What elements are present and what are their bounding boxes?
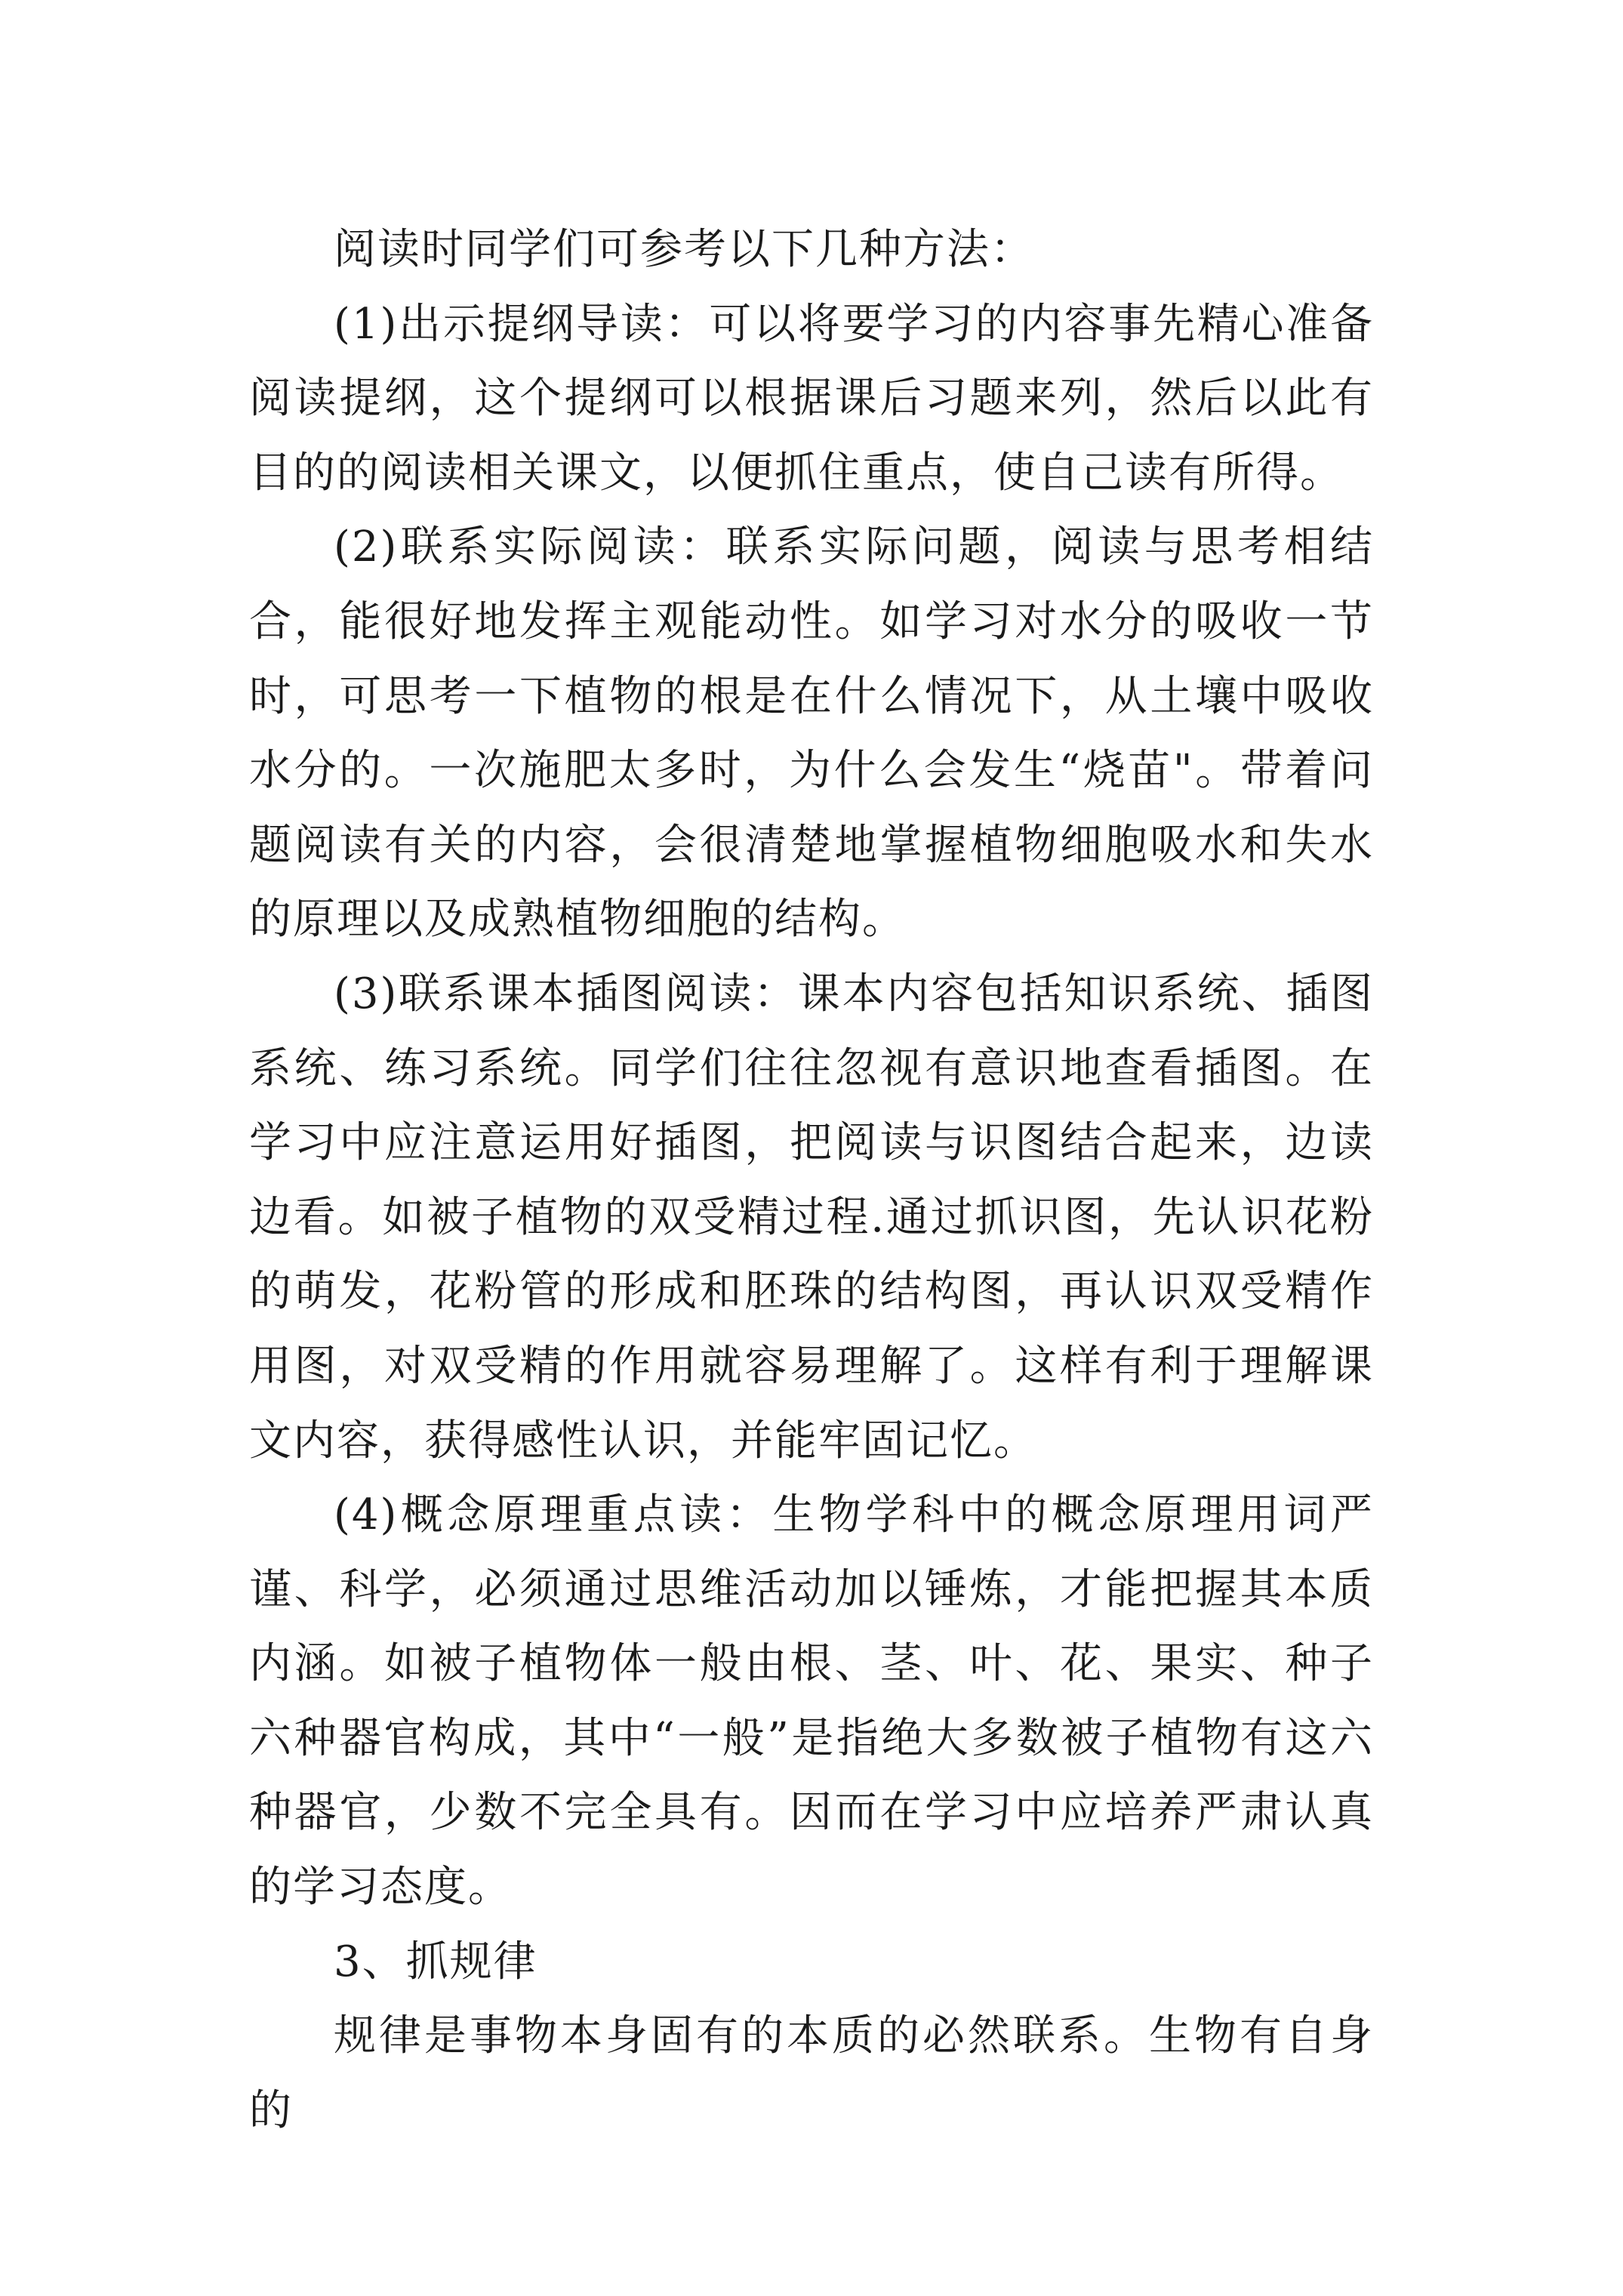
paragraph-method-2: (2)联系实际阅读：联系实际问题，阅读与思考相结合，能很好地发挥主观能动性。如学习对水分的吸收一节时，可思考一下植物的根是在什么情况下，从土壤中吸收水分的。一次施肥太多时，为什么会发生“烧苗"。带着问题阅读有关的内容，会很清楚地掌握植物细胞吸水和失水的原理以及成熟植物细胞的结构。 [249,522,1374,945]
document-body [249,213,1374,2148]
paragraph-method-3: (3)联系课本插图阅读：课本内容包括知识系统、插图系统、练习系统。同学们往往忽视有意识地查看插图。在学习中应注意运用好插图，把阅读与识图结合起来，边读边看。如被子植物的双受精过程.通过抓识图，先认识花粉的萌发，花粉管的形成和胚珠的结构图，再认识双受精作用图，对双受精的作用就容易理解了。这样有利于理解课文内容，获得感性认识，并能牢固记忆。 [249,969,1374,1465]
paragraph-method-4: (4)概念原理重点读：生物学科中的概念原理用词严谨、科学，必须通过思维活动加以锤炼，才能把握其本质内涵。如被子植物体一般由根、茎、叶、花、果实、种子六种器官构成，其中“一般”是指绝大多数被子植物有这六种器官，少数不完全具有。因而在学习中应培养严肃认真的学习态度。 [249,1490,1374,1912]
section-heading: 3、抓规律 [334,1937,537,1986]
paragraph-method-1: (1)出示提纲导读：可以将要学习的内容事先精心准备阅读提纲，这个提纲可以根据课后习题来列，然后以此有目的的阅读相关课文，以便抓住重点，使自己读有所得。 [249,299,1374,498]
paragraph-intro: 阅读时同学们可参考以下几种方法： [334,225,1034,274]
paragraph-rules: 规律是事物本身固有的本质的必然联系。生物有自身的 [249,2011,1374,2135]
